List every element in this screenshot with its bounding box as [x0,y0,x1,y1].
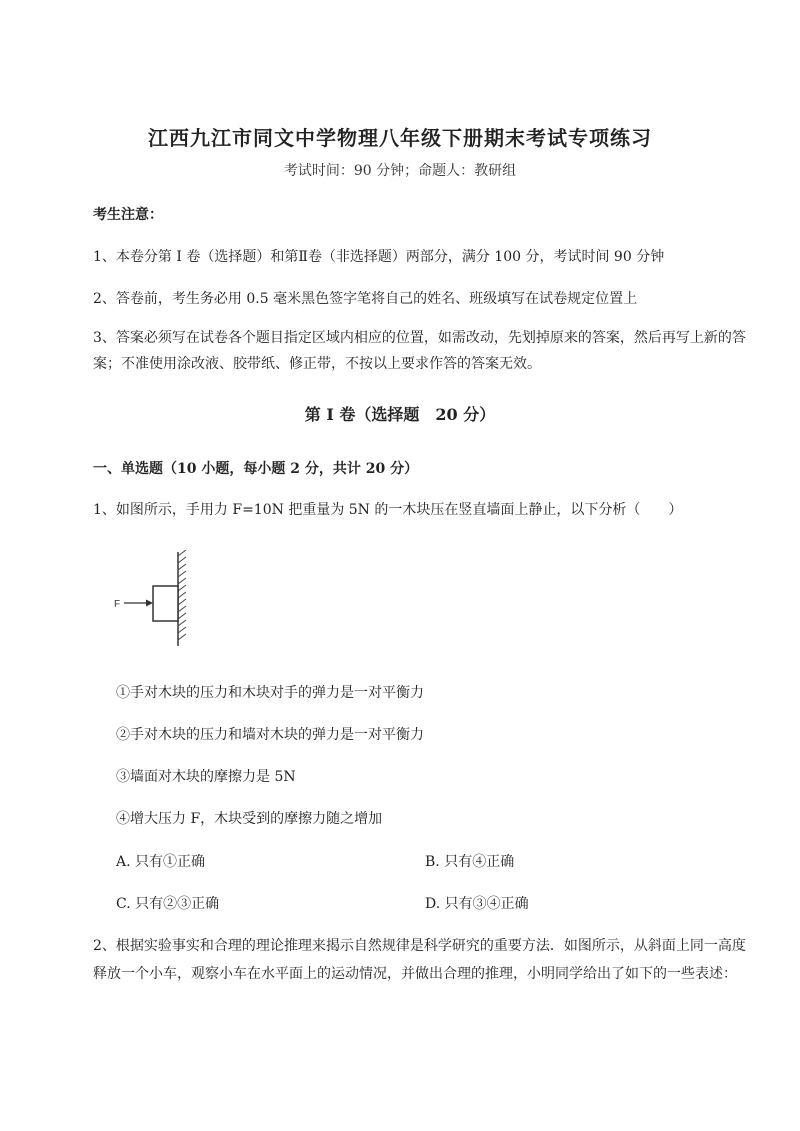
exam-title: 江西九江市同文中学物理八年级下册期末考试专项练习 [148,126,652,150]
statement-1: ①手对木块的压力和木块对手的弹力是一对平衡力 [116,685,424,701]
option-b[interactable]: B. 只有④正确 [425,854,515,870]
exam-subtitle: 考试时间：90 分钟；命题人：教研组 [283,163,517,179]
statement-4: ④增大压力 F，木块受到的摩擦力随之增加 [116,811,383,827]
notice-item-3: 3、答案必须写在试卷各个题目指定区域内相应的位置，如需改动，先划掉原来的答案，然后再写上新的答案；不准使用涂改液、胶带纸、修正带，不按以上要求作答的答案无效。 [93,330,746,372]
wood-block [153,586,178,621]
question-2-stem: 2、根据实验事实和合理的理论推理来揭示自然规律是科学研究的重要方法．如图所示，从斜面上同一高度释放一个小车，观察小车在水平面上的运动情况，并做出合理的推理，小明同学给出了如下的一些表述： [93,938,746,982]
part-heading: 一、单选题（10 小题，每小题 2 分，共计 20 分） [93,461,419,477]
statement-3: ③墙面对木块的摩擦力是 5N [116,769,296,785]
option-d[interactable]: D. 只有③④正确 [425,896,529,912]
question-1-stem: 1、如图所示，手用力 F=10N 把重量为 5N 的一木块压在竖直墙面上静止，以下分析（ ） [93,502,683,518]
notice-item-2: 2、答卷前，考生务必用 0.5 毫米黑色签字笔将自己的姓名、班级填写在试卷规定位置上 [93,291,638,307]
option-c[interactable]: C. 只有②③正确 [116,896,220,912]
notice-heading: 考生注意： [93,207,163,223]
force-label: F [114,599,121,610]
section-title: 第 I 卷（选择题 20 分） [304,405,496,424]
notice-item-1: 1、本卷分第 I 卷（选择题）和第Ⅱ卷（非选择题）两部分，满分 100 分，考试时间 90 分钟 [93,249,665,265]
option-a[interactable]: A. 只有①正确 [116,854,206,870]
force-wall-diagram [112,550,202,654]
statement-2: ②手对木块的压力和墙对木块的弹力是一对平衡力 [116,727,424,743]
